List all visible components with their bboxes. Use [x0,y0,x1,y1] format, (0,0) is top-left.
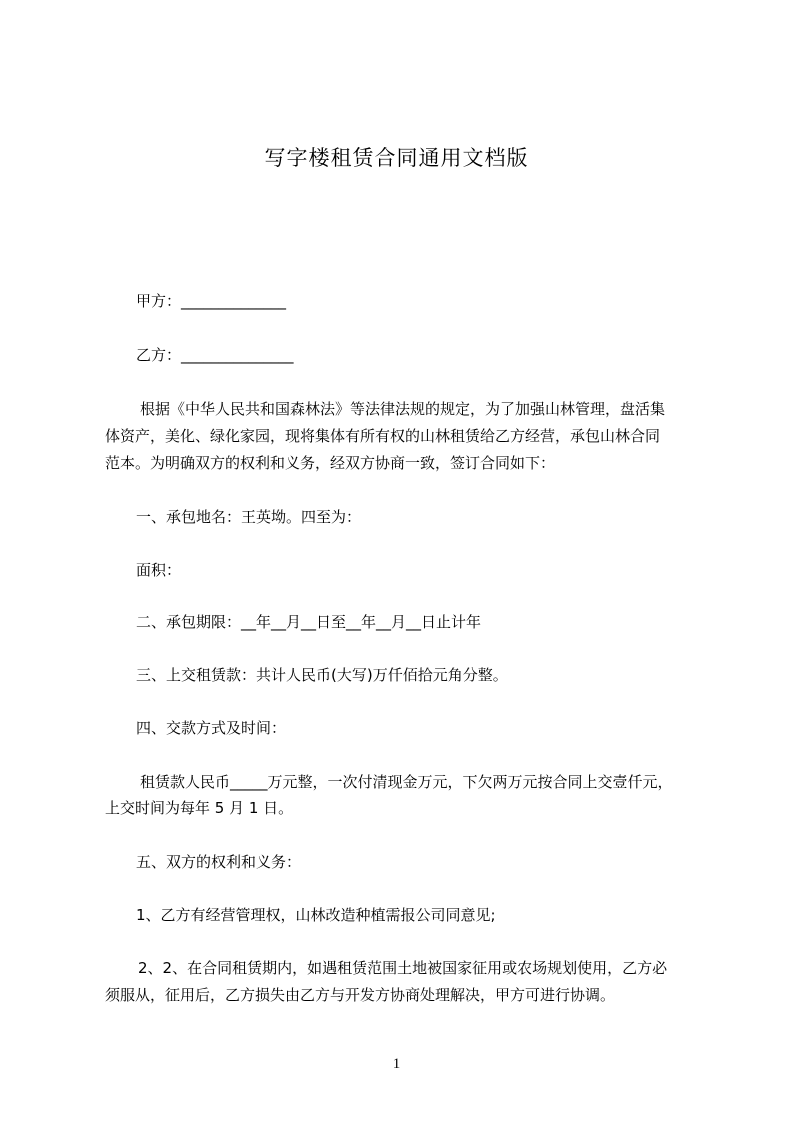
clause-1: 一、承包地名：王英坳。四至为： [136,508,362,526]
payment-line-2: 上交时间为每年 5 月 1 日。 [105,799,294,817]
clause-2: 二、承包期限：__年__月__日至__年__月__日止计年 [136,613,482,631]
item-1: 1、乙方有经营管理权，山林改造种植需报公司同意见; [136,906,496,924]
party-a-label: 甲方： [136,292,182,310]
party-b-label: 乙方： [136,346,182,364]
clause-3: 三、上交租赁款：共计人民币(大写)万仟佰拾元角分整。 [136,666,508,684]
intro-line-2: 体资产，美化、绿化家园，现将集体有所有权的山林租赁给乙方经营，承包山林合同 [105,427,661,445]
item-2-line-2: 须服从，征用后，乙方损失由乙方与开发方协商处理解决，甲方可进行协调。 [105,986,616,1004]
intro-line-3: 范本。为明确双方的权利和义务，经双方协商一致，签订合同如下： [105,454,556,472]
document-title: 写字楼租赁合同通用文档版 [264,146,529,170]
payment-line-1: 租赁款人民币_____万元整，一次付清现金万元，下欠两万元按合同上交壹仟元， [140,773,673,791]
clause-5: 五、双方的权利和义务： [136,853,302,871]
page-number: 1 [392,1056,401,1072]
party-b-blank: _______________ [181,346,294,364]
party-b-line [136,345,294,365]
intro-line-1: 根据《中华人民共和国森林法》等法律法规的规定，为了加强山林管理，盘活集 [140,400,666,418]
clause-4: 四、交款方式及时间： [136,719,287,737]
item-2-line-1: 2、2、在合同租赁期内，如遇租赁范围土地被国家征用或农场规划使用，乙方必 [138,959,668,977]
party-a-line [136,291,286,311]
party-a-blank: ______________ [181,292,287,310]
area-line: 面积： [136,561,182,579]
